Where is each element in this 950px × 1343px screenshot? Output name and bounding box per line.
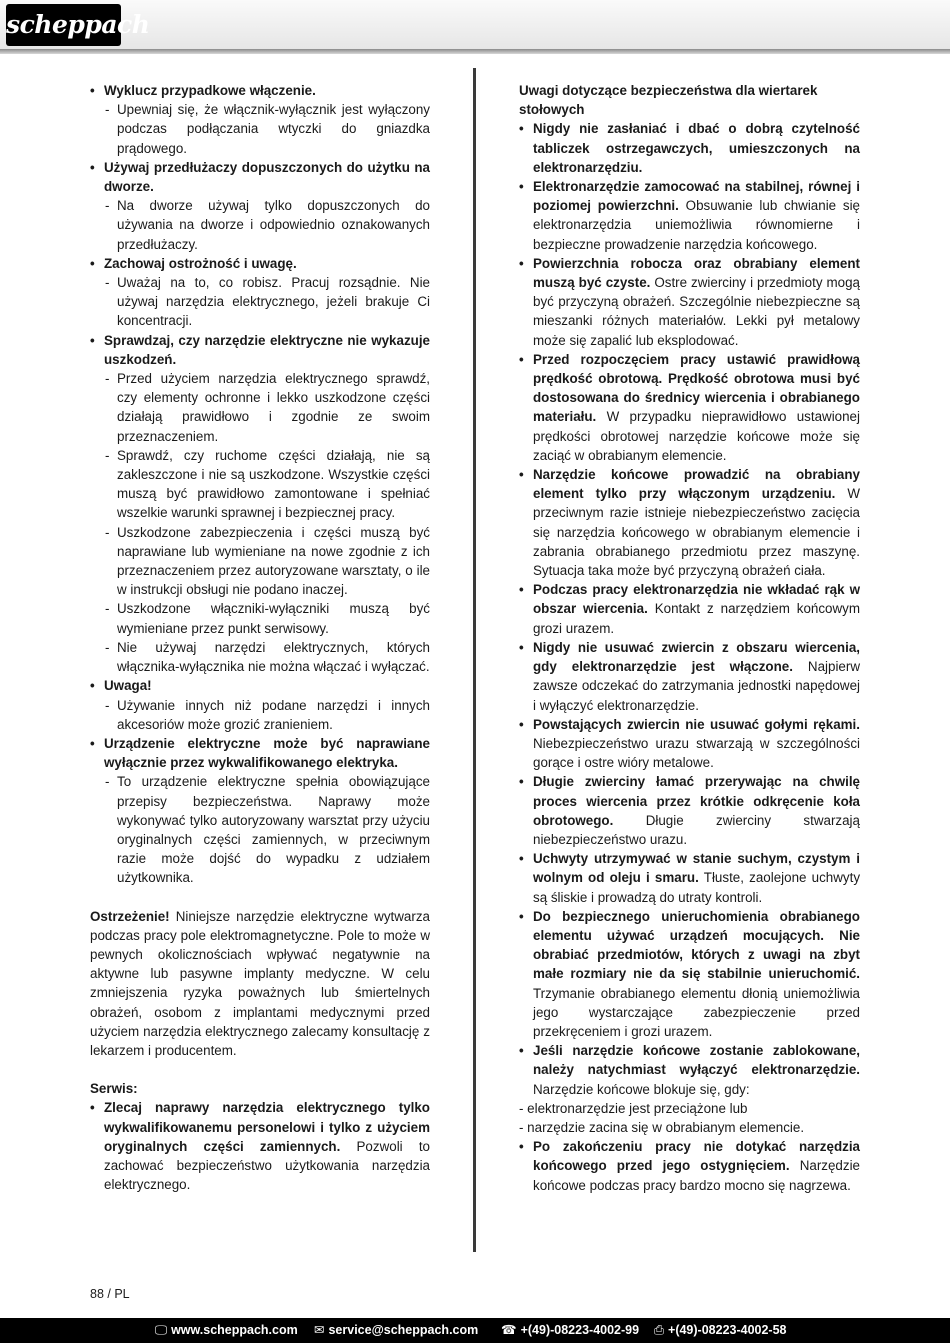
list-line: - elektronarzędzie jest przeciążone lub (519, 1100, 748, 1116)
footer-email[interactable]: ✉ service@scheppach.com (314, 1323, 479, 1337)
sub-item: - Upewniaj się, że włącznik-wyłącznik jest wyłączony podczas podłączania wtyczki do gniazdka prądowego. (90, 100, 430, 158)
right-column (519, 81, 860, 1195)
service-heading: Serwis: (90, 1081, 138, 1097)
list-item: • Używaj przedłużaczy dopuszczonych do użytku na dworze. (90, 158, 430, 196)
page-number: 88 / PL (90, 1287, 130, 1301)
emf-warning: Ostrzeżenie! Niniejsze narzędzie elektryczne wytwarza podczas pracy pole elektromagnetyczne. Pole to może w pewnych okolicznościach wpływać negatywnie na aktywne lub pasywne implanty medyczne. W celu zmniejszenia ryzyka poważnych lub śmiertelnych obrażeń, osobom z implantami medycznymi przed użyciem narzędzia elektrycznego zalecamy konsultację z lekarzem i producentem. (90, 908, 430, 1058)
sub-item: - Sprawdź, czy ruchome części działają, nie są zakleszczone i nie są uszkodzone. Wszystkie części muszą być prawidłowo zamontowane i spełniać wszelkie warunki sprawnej i bezpiecznej pracy. (90, 446, 430, 523)
list-item: • Uwaga! (90, 676, 430, 695)
mail-icon: ✉ (314, 1323, 325, 1337)
list-item: • Wyklucz przypadkowe włączenie. (90, 81, 430, 100)
list-item: • Uchwyty utrzymywać w stanie suchym, czystym i wolnym od oleju i smaru. Tłuste, zaolejone uchwyty są śliskie i prowadzą do utraty kontroli. (519, 849, 860, 907)
list-item: • Sprawdzaj, czy narzędzie elektryczne nie wykazuje uszkodzeń. (90, 331, 430, 369)
left-column (90, 81, 430, 1194)
list-item: • Narzędzie końcowe prowadzić na obrabiany element tylko przy włączonym urządzeniu. W przeciwnym razie istnieje niebezpieczeństwo zacięcia się narzędzia końcowego w obrabianym elemencie i zabrania obrabianego przedmiotu przez maszynę. Sytuacja taka może być przyczyną obrażeń ciała. (519, 465, 860, 580)
list-item: • Do bezpiecznego unieruchomienia obrabianego elementu używać urządzeń mocujących. Nie obrabiać przedmiotów, których z uwagi na zbyt małe rozmiary nie da się stabilnie unieruchomić. Trzymanie obrabianego elementu dłonią uniemożliwia jego wystarczające zabezpieczenie przed przekręceniem i grozi urazem. (519, 907, 860, 1041)
list-line: - narzędzie zacina się w obrabianym elemencie. (519, 1119, 805, 1135)
list-item: • Urządzenie elektryczne może być naprawiane wyłącznie przez wykwalifikowanego elektryka. (90, 734, 430, 772)
list-item: • Jeśli narzędzie końcowe zostanie zablokowane, należy natychmiast wyłączyć elektronarzędzie. Narzędzie końcowe blokuje się, gdy: (519, 1041, 860, 1099)
list-item: • Powierzchnia robocza oraz obrabiany element muszą być czyste. Ostre zwierciny i przedmioty mogą być przyczyną obrażeń. Szczególnie niebezpieczne są mieszanki różnych materiałów. Lekki pył metalowy może się zapalić lub eksplodować. (519, 254, 860, 350)
footer-website[interactable]: 🖵 www.scheppach.com (155, 1323, 298, 1337)
list-item: • Powstających zwiercin nie usuwać gołymi rękami. Niebezpieczeństwo urazu stwarzają w szczególności gorące i ostre wióry metalowe. (519, 715, 860, 773)
sub-item: - Uważaj na to, co robisz. Pracuj rozsądnie. Nie używaj narzędzia elektrycznego, jeżeli brakuje Ci koncentracji. (90, 273, 430, 331)
scheppach-logo: scheppach (6, 4, 121, 46)
list-item: • Zlecaj naprawy narzędzia elektrycznego tylko wykwalifikowanemu personelowi i tylko z użyciem oryginalnych części zamiennych. Pozwoli to zachować bezpieczeństwo użytkowania narzędzia elektrycznego. (90, 1098, 430, 1194)
footer-fax: ⎙ +(49)-08223-4002-58 (654, 1323, 787, 1337)
sub-item: - Uszkodzone włączniki-wyłączniki muszą być wymieniane przez punkt serwisowy. (90, 599, 430, 637)
header-divider (0, 49, 950, 54)
list-item: • Po zakończeniu pracy nie dotykać narzędzia końcowego przed jego ostygnięciem. Narzędzie końcowe podczas pracy bardzo mocno się nagrzewa. (519, 1137, 860, 1195)
page-footer (0, 1318, 950, 1343)
sub-item: - Na dworze używaj tylko dopuszczonych do używania na dworze i odpowiednio oznakowanych przedłużaczy. (90, 196, 430, 254)
list-item: • Przed rozpoczęciem pracy ustawić prawidłową prędkość obrotową. Prędkość obrotowa musi być dostosowana do średnicy wiercenia i obrabianego materiału. W przypadku nieprawidłowo ustawionej prędkości obrotowej narzędzie końcowe może się zaciąć w obrabianym elemencie. (519, 350, 860, 465)
sub-item: - Nie używaj narzędzi elektrycznych, których włącznika-wyłącznika nie można włączać i wyłączać. (90, 638, 430, 676)
sub-item: - To urządzenie elektryczne spełnia obowiązujące przepisy bezpieczeństwa. Naprawy może wykonywać tylko autoryzowany warsztat przy użyciu oryginalnych części zamiennych, w przeciwnym razie może dojść do wypadku z udziałem użytkownika. (90, 772, 430, 887)
list-item: • Długie zwierciny łamać przerywając na chwilę proces wiercenia przez krótkie odkręcenie koła obrotowego. Długie zwierciny stwarzają niebezpieczeństwo urazu. (519, 772, 860, 849)
list-item: • Nigdy nie zasłaniać i dbać o dobrą czytelność tabliczek ostrzegawczych, umieszczonych na elektronarzędziu. (519, 119, 860, 177)
list-item: • Podczas pracy elektronarzędzia nie wkładać rąk w obszar wiercenia. Kontakt z narzędziem końcowym grozi urazem. (519, 580, 860, 638)
list-item: • Nigdy nie usuwać zwiercin z obszaru wiercenia, gdy elektronarzędzie jest włączone. Najpierw zawsze odczekać do zatrzymania jednostki napędowej i wyłączyć elektronarzędzie. (519, 638, 860, 715)
footer-phone: ☎ +(49)-08223-4002-99 (501, 1323, 640, 1337)
page-header (0, 0, 950, 50)
sub-item: - Uszkodzone zabezpieczenia i części muszą być naprawiane lub wymieniane na nowe zgodnie z ich przeznaczeniem przez autoryzowane warsztaty, o ile w instrukcji obsługi nie podano inaczej. (90, 523, 430, 600)
monitor-icon: 🖵 (155, 1323, 168, 1337)
column-divider (473, 68, 476, 1252)
fax-icon: ⎙ (654, 1323, 665, 1337)
sub-item: - Przed użyciem narzędzia elektrycznego sprawdź, czy elementy ochronne i lekko uszkodzone części działają prawidłowo i zgodnie ze swoim przeznaczeniem. (90, 369, 430, 446)
phone-icon: ☎ (501, 1323, 517, 1337)
sub-item: - Używanie innych niż podane narzędzi i innych akcesoriów może grozić zranieniem. (90, 696, 430, 734)
list-item: • Zachowaj ostrożność i uwagę. (90, 254, 430, 273)
list-item: • Elektronarzędzie zamocować na stabilnej, równej i poziomej powierzchni. Obsuwanie lub chwianie się elektronarzędzia uniemożliwia równomierne i bezpieczne prowadzenie narzędzia końcowego. (519, 177, 860, 254)
section-heading: Uwagi dotyczące bezpieczeństwa dla wiertarek stołowych (519, 83, 818, 118)
